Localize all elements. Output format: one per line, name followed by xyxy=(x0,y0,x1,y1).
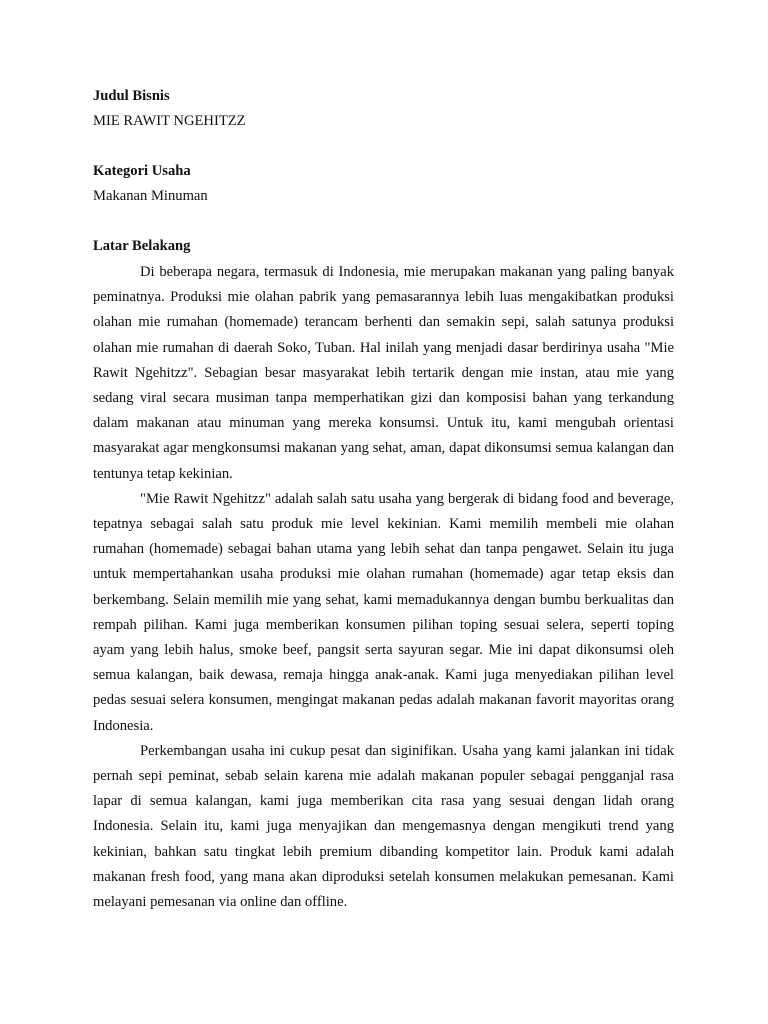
section-background xyxy=(93,236,674,915)
business-category-heading: Kategori Usaha xyxy=(93,163,191,179)
business-title-heading: Judul Bisnis xyxy=(93,88,170,104)
background-paragraph-1: Di beberapa negara, termasuk di Indonesia, mie merupakan makanan yang paling banyak peminatnya. Produksi mie olahan pabrik yang pemasarannya lebih luas mengakibatkan produksi olahan mie rumahan (homemade) terancam berhenti dan semakin sepi, salah satunya produksi olahan mie rumahan di daerah Soko, Tuban. Hal inilah yang menjadi dasar berdirinya usaha "Mie Rawit Ngehitzz". Sebagian besar masyarakat lebih tertarik dengan mie instan, atau mie yang sedang viral secara musiman tanpa memperhatikan gizi dan komposisi bahan yang terkandung dalam makanan atau minuman yang mereka konsumsi. Untuk itu, kami mengubah orientasi masyarakat agar mengkonsumsi makanan yang sehat, aman, dapat dikonsumsi semua kalangan dan tentunya tetap kekinian. xyxy=(93,264,674,482)
background-heading: Latar Belakang xyxy=(93,238,191,254)
section-business-title xyxy=(93,86,674,132)
business-title-value: MIE RAWIT NGEHITZZ xyxy=(93,113,246,129)
background-paragraph-3: Perkembangan usaha ini cukup pesat dan siginifikan. Usaha yang kami jalankan ini tidak pernah sepi peminat, sebab selain karena mie adalah makanan populer sebagai pengganjal rasa lapar di semua kalangan, kami juga memberikan cita rasa yang sesuai dengan lidah orang Indonesia. Selain itu, kami juga menyajikan dan mengemasnya dengan mengikuti trend yang kekinian, bahkan satu tingkat lebih premium dibanding kompetitor lain. Produk kami adalah makanan fresh food, yang mana akan diproduksi setelah konsumen melakukan pemesanan. Kami melayani pemesanan via online dan offline. xyxy=(93,742,674,911)
business-category-value: Makanan Minuman xyxy=(93,188,208,204)
section-business-category xyxy=(93,161,674,207)
document-page xyxy=(93,86,674,915)
background-paragraph-2: "Mie Rawit Ngehitzz" adalah salah satu usaha yang bergerak di bidang food and beverage, tepatnya sebagai salah satu produk mie level kekinian. Kami memilih membeli mie olahan rumahan (homemade) sebagai bahan utama yang lebih sehat dan tanpa pengawet. Selain itu juga untuk mempertahankan usaha produksi mie olahan rumahan (homemade) agar tetap eksis dan berkembang. Selain memilih mie yang sehat, kami memadukannya dengan bumbu berkualitas dan rempah pilihan. Kami juga memberikan konsumen pilihan toping sesuai selera, seperti toping ayam yang lebih halus, smoke beef, pangsit serta sayuran segar. Mie ini dapat dikonsumsi oleh semua kalangan, baik dewasa, remaja hingga anak-anak. Kami juga menyediakan pilihan level pedas sesuai selera konsumen, mengingat makanan pedas adalah makanan favorit mayoritas orang Indonesia. xyxy=(93,490,674,734)
